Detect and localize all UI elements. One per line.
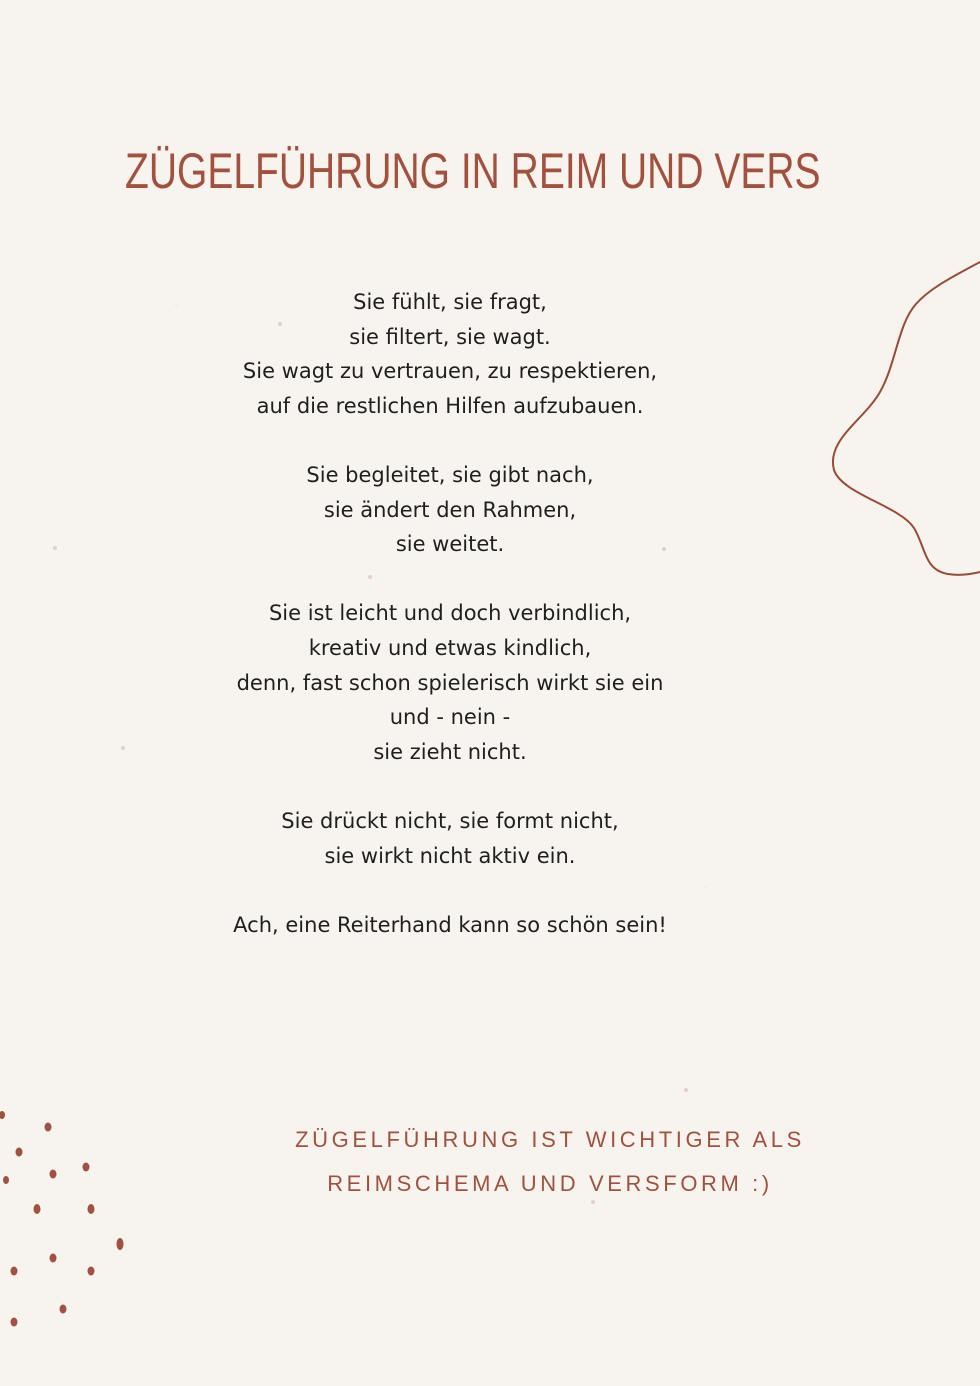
paper-speck bbox=[53, 546, 57, 550]
decor-dot bbox=[50, 1254, 57, 1263]
dot-pattern-decoration bbox=[0, 1105, 130, 1335]
footer-line: REIMSCHEMA UND VERSFORM :) bbox=[327, 1171, 773, 1196]
poem-stanza-2 bbox=[150, 458, 750, 562]
poem-line: Sie begleitet, sie gibt nach, bbox=[306, 462, 594, 487]
poem-stanza-3 bbox=[150, 596, 750, 769]
decor-dot bbox=[60, 1305, 67, 1314]
decor-dot bbox=[0, 1111, 5, 1119]
poem-stanza-4 bbox=[150, 804, 750, 873]
poem bbox=[150, 285, 750, 942]
poem-stanza-1 bbox=[150, 285, 750, 423]
poem-line: Sie wagt zu vertrauen, zu respektieren, bbox=[242, 359, 658, 384]
decor-dot bbox=[11, 1318, 18, 1327]
decor-dot bbox=[45, 1123, 52, 1132]
poem-line: sie zieht nicht. bbox=[373, 739, 527, 764]
poem-line: sie filtert, sie wagt. bbox=[349, 324, 551, 349]
decor-dot bbox=[50, 1170, 57, 1179]
decor-dot bbox=[34, 1204, 41, 1214]
footer-line: ZÜGELFÜHRUNG IST WICHTIGER ALS bbox=[295, 1127, 805, 1152]
poem-line: Ach, eine Reiterhand kann so schön sein! bbox=[233, 912, 667, 937]
page-title: ZÜGELFÜHRUNG IN REIM UND VERS bbox=[125, 143, 821, 199]
poem-line: Sie ist leicht und doch verbindlich, bbox=[268, 601, 632, 626]
poem-line: Sie fühlt, sie fragt, bbox=[353, 290, 547, 314]
poem-line: sie weitet. bbox=[395, 532, 505, 557]
poem-line: kreativ und etwas kindlich, bbox=[308, 635, 592, 660]
footer-note bbox=[235, 1118, 865, 1206]
paper-speck bbox=[121, 746, 125, 750]
decor-dot bbox=[88, 1267, 95, 1276]
poem-line: und - nein - bbox=[389, 705, 511, 730]
poem-line: sie ändert den Rahmen, bbox=[323, 497, 577, 522]
paper-speck bbox=[684, 1088, 688, 1092]
poem-stanza-5 bbox=[150, 908, 750, 943]
decor-dot bbox=[3, 1176, 9, 1184]
curve-line bbox=[833, 262, 980, 575]
decor-dot bbox=[117, 1238, 124, 1250]
abstract-line-decoration bbox=[826, 258, 980, 580]
poem-line: denn, fast schon spielerisch wirkt sie ein bbox=[236, 670, 664, 695]
poem-line: sie wirkt nicht aktiv ein. bbox=[324, 843, 576, 868]
decor-dot bbox=[16, 1148, 23, 1157]
decor-dot bbox=[88, 1204, 95, 1214]
decor-dot bbox=[11, 1267, 18, 1276]
poem-line: auf die restlichen Hilfen aufzubauen. bbox=[256, 393, 644, 418]
decor-dot bbox=[83, 1163, 90, 1172]
poem-line: Sie drückt nicht, sie formt nicht, bbox=[281, 808, 619, 833]
